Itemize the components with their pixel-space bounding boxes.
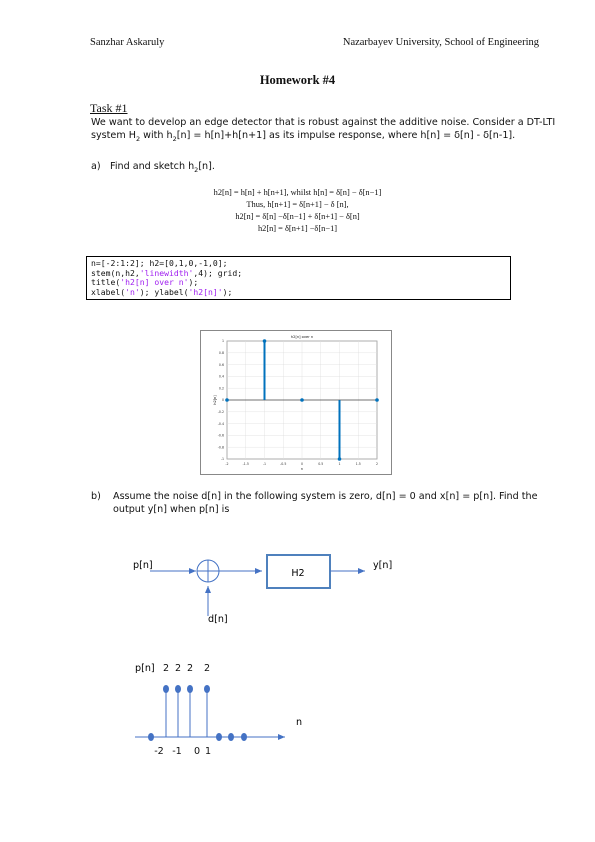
zero-sample-dot	[216, 733, 222, 741]
part-a-text: Find and sketch $h_2[n]$.	[110, 161, 215, 174]
zero-sample-dot	[228, 733, 234, 741]
y-tick-label: 0.6	[218, 362, 224, 367]
sample-dot	[187, 685, 193, 693]
sample-dot	[175, 685, 181, 693]
y-tick-label: 0.2	[218, 386, 224, 391]
y-tick-label: 0.4	[218, 374, 224, 379]
intro-line-1: We want to develop an edge detector that is robust against the additive noise. Consider a DT-LTI	[91, 117, 556, 128]
part-b-line-2: output y[n] when p[n] is	[113, 504, 230, 515]
stem-marker	[300, 398, 304, 402]
x-tick-label: -1.5	[242, 462, 249, 466]
sample-value-label: 2	[203, 663, 211, 674]
x-tick-label: -2	[225, 462, 229, 466]
noise-label: d[n]	[208, 614, 228, 625]
x-tick-label: 0.5	[318, 462, 324, 466]
equation-2: Thus, h[n+1] = δ[n+1] − δ [n],	[246, 200, 349, 209]
part-b-label: b)	[91, 491, 101, 502]
n-axis-label: n	[296, 717, 303, 728]
sample-value-label: 2	[174, 663, 182, 674]
code-line-4: xlabel('n'); ylabel('h2[n]');	[91, 287, 233, 298]
p-label: p[n]	[135, 663, 155, 674]
y-tick-label: -0.8	[217, 445, 224, 450]
sample-dot	[163, 685, 169, 693]
stem-marker	[375, 398, 379, 402]
y-tick-label: -0.6	[217, 433, 224, 438]
input-label: p[n]	[133, 560, 153, 571]
page-title: Homework #4	[259, 73, 336, 87]
x-tick-label: -0.5	[280, 462, 287, 466]
code-line-2: stem(n,h2,'linewidth',4); grid;	[91, 267, 243, 278]
author-name: Sanzhar Askaruly	[90, 37, 165, 48]
x-tick-label: 0	[300, 462, 304, 466]
y-tick-label: 1	[221, 339, 224, 344]
plot-ylabel: h2[n]	[213, 395, 217, 405]
y-tick-label: -1	[220, 457, 224, 462]
n-tick-label: -2	[154, 746, 164, 757]
y-tick-label: -0.4	[217, 421, 224, 426]
block-label: H2	[291, 568, 305, 579]
zero-sample-dot	[241, 733, 247, 741]
n-tick-label: -1	[172, 746, 182, 757]
output-label: y[n]	[373, 560, 393, 571]
task-heading: Task #1	[90, 101, 128, 115]
matlab-code-block	[86, 256, 511, 300]
n-tick-label: 0	[193, 746, 201, 757]
x-tick-label: 2	[375, 462, 379, 466]
sample-dot	[204, 685, 210, 693]
stem-marker	[263, 339, 267, 343]
part-b-text	[113, 490, 538, 516]
code-line-3: title('h2[n] over n');	[91, 277, 199, 288]
block-diagram	[0, 540, 595, 640]
part-b-line-1: Assume the noise d[n] in the following system is zero, d[n] = 0 and x[n] = p[n]. Find the	[113, 491, 538, 502]
x-tick-label: 1	[338, 462, 341, 466]
intro-line-2: system $H_2$ with $h_2[n] = h[n]+h[n+1]$ as its impulse response, where h[n] = δ[n] - δ[n-1].	[91, 130, 516, 143]
equation-3: h2[n] = δ[n] −δ[n−1] + δ[n+1] − δ[n]	[235, 212, 360, 221]
stem-plot-figure	[200, 330, 392, 475]
sample-value-label: 2	[186, 663, 194, 674]
stem-plot-svg	[201, 331, 391, 474]
y-tick-label: 0	[221, 398, 224, 403]
equation-4: h2[n] = δ[n+1] −δ[n−1]	[257, 224, 338, 233]
plot-title: h2[n] over n	[290, 335, 314, 339]
equation-1: h2[n] = h[n] + h[n+1], whilst h[n] = δ[n] − δ[n−1]	[213, 188, 382, 197]
code-line-1: n=[-2:1:2]; h2=[0,1,0,-1,0];	[91, 258, 228, 268]
plot-xlabel: n	[300, 467, 304, 471]
sample-value-label: 2	[162, 663, 170, 674]
n-tick-label: 1	[204, 746, 212, 757]
x-tick-label: -1	[262, 462, 267, 466]
institution-name: Nazarbayev University, School of Engineering	[342, 37, 539, 48]
y-tick-label: 0.8	[218, 351, 224, 355]
part-a-label: a)	[91, 161, 101, 172]
stem-marker	[338, 457, 342, 461]
stem-marker	[225, 398, 229, 402]
x-tick-label: 1.5	[355, 462, 361, 466]
y-tick-label: -0.2	[217, 410, 224, 414]
intro-paragraph	[91, 116, 555, 146]
zero-sample-dot	[148, 733, 154, 741]
p-sequence-diagram	[0, 655, 595, 765]
